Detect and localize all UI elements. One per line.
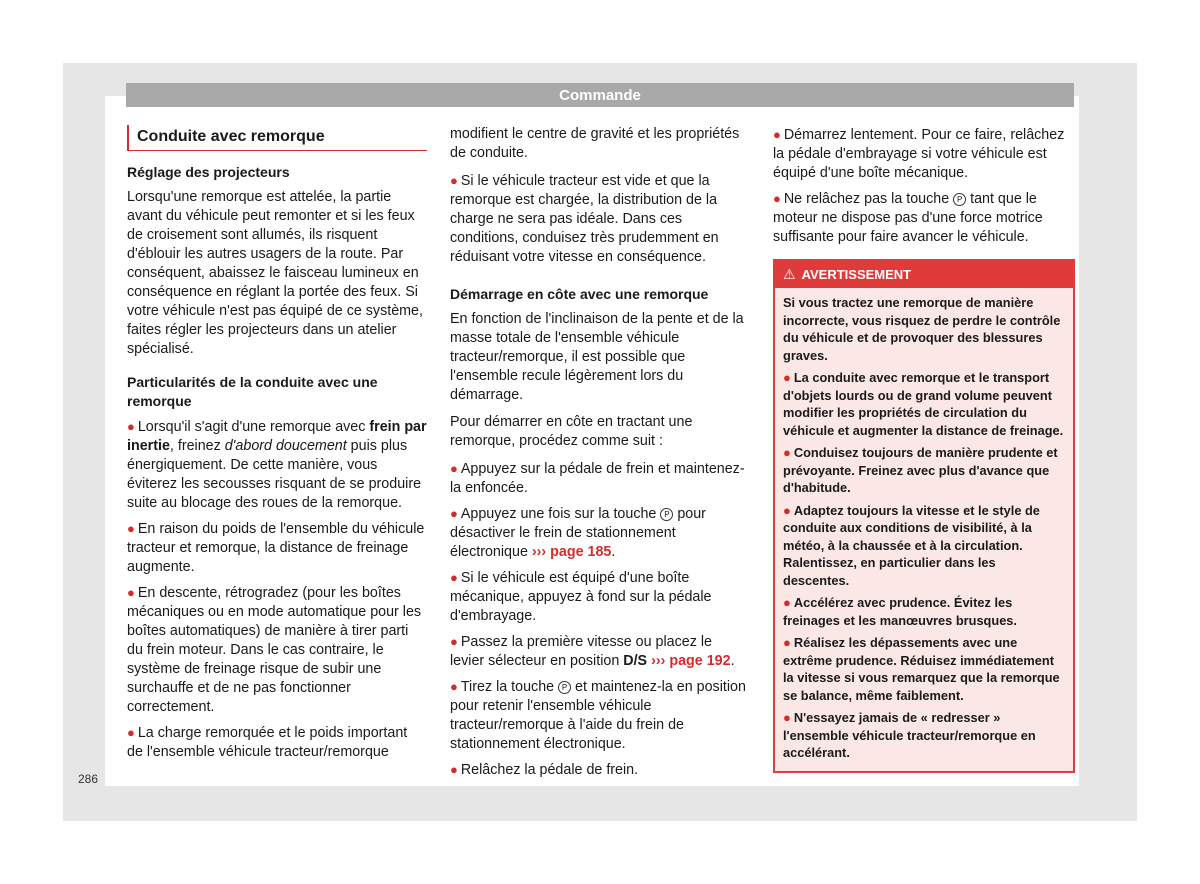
paragraph-hill-start: En fonction de l'inclinaison de la pente et de la masse totale de l'ensemble véhicule tracteur/remorque, il est possible que l'ensemble recule légèrement lors du démarrage. — [450, 311, 744, 403]
bullet-icon: ● — [127, 585, 135, 600]
bullet-icon: ● — [450, 506, 458, 521]
parking-brake-icon: P — [558, 681, 571, 694]
list-item: ● Lorsqu'il s'agit d'une remorque avec frein par inertie, freinez d'abord doucement puis plus énergiquement. De cette manière, vous éviterez les secousses risquant de se produire suite au blocage des roues de la remorque. — [127, 419, 427, 511]
list-item: ● Si le véhicule tracteur est vide et que la remorque est chargée, la distribution de la charge ne sera pas idéale. Dans ces conditions, conduisez très prudemment en réduisant votre vitesse en conséquence. — [450, 173, 719, 265]
page-number: 286 — [78, 772, 99, 786]
page-reference-link[interactable]: page 192 — [669, 653, 731, 669]
list-item: ● Ne relâchez pas la touche P tant que le moteur ne dispose pas d'une force motrice suffisante pour faire avancer le véhicule. — [773, 191, 1043, 245]
warning-box — [773, 259, 1075, 773]
list-item: ● En raison du poids de l'ensemble du véhicule tracteur et remorque, la distance de freinage augmente. — [127, 521, 425, 575]
paragraph-continued: modifient le centre de gravité et les propriétés de conduite. — [450, 126, 740, 161]
paragraph-procedure: Pour démarrer en côte en tractant une remorque, procédez comme suit : — [450, 414, 693, 449]
bullet-icon: ● — [783, 595, 791, 610]
bullet-icon: ● — [783, 445, 791, 460]
bullet-icon: ● — [783, 710, 791, 725]
subheading-hill-start: Démarrage en côte avec une remorque — [450, 286, 709, 302]
list-item: ● Tirez la touche P et maintenez-la en position pour retenir l'ensemble véhicule tracteur/remorque à l'aide du frein de stationnement électronique. — [450, 679, 746, 752]
chapter-header: Commande — [126, 83, 1074, 107]
list-item: ● Démarrez lentement. Pour ce faire, relâchez la pédale d'embrayage si votre véhicule est équipé d'une boîte mécanique. — [773, 127, 1065, 181]
parking-brake-icon: P — [953, 193, 966, 206]
bullet-icon: ● — [127, 725, 135, 740]
page-reference-link[interactable]: page 185 — [550, 544, 612, 560]
parking-brake-icon: P — [660, 508, 673, 521]
list-item: ● Si le véhicule est équipé d'une boîte mécanique, appuyez à fond sur la pédale d'embrayage. — [450, 570, 712, 624]
bullet-icon: ● — [450, 570, 458, 585]
bullet-icon: ● — [773, 127, 781, 142]
link-arrow-icon: ››› — [651, 653, 666, 669]
bullet-icon: ● — [450, 762, 458, 777]
bullet-icon: ● — [450, 679, 458, 694]
bullet-icon: ● — [127, 419, 135, 434]
warning-body — [775, 288, 1073, 771]
section-title: Conduite avec remorque — [127, 125, 427, 151]
list-item: ● Appuyez une fois sur la touche P pour désactiver le frein de stationnement électronique ››› page 185. — [450, 506, 706, 560]
warning-intro: Si vous tractez une remorque de manière incorrecte, vous risquez de perdre le contrôle du véhicule et de provoquer des blessures graves. — [783, 295, 1061, 363]
warning-item: ● Réalisez les dépassements avec une extrême prudence. Réduisez immédiatement la vitesse si vous remarquez que la remorque se balance, même faiblement. — [783, 635, 1060, 703]
subheading-trailer-driving: Particularités de la conduite avec une remorque — [127, 374, 378, 409]
bullet-icon: ● — [127, 521, 135, 536]
list-item: ● Passez la première vitesse ou placez le levier sélecteur en position D/S ››› page 192. — [450, 634, 735, 669]
bullet-icon: ● — [783, 502, 791, 518]
column-1 — [127, 125, 427, 768]
bullet-icon: ● — [450, 634, 458, 649]
subheading-headlights: Réglage des projecteurs — [127, 164, 290, 180]
warning-item: ● La conduite avec remorque et le transport d'objets lourds ou de grand volume peuvent modifier les propriétés de circulation du véhicule et augmenter la distance de freinage. — [783, 370, 1064, 438]
bullet-icon: ● — [773, 191, 781, 206]
column-3 — [773, 125, 1075, 773]
list-item: ● Relâchez la pédale de frein. — [450, 762, 639, 778]
bullet-icon: ● — [783, 635, 791, 650]
warning-header: ⚠ AVERTISSEMENT — [775, 261, 1073, 288]
warning-item: ● Conduisez toujours de manière prudente et prévoyante. Freinez avec plus d'avance que d'habitude. — [783, 445, 1058, 495]
paragraph-headlights: Lorsqu'une remorque est attelée, la partie avant du véhicule peut remonter et si les feux de croisement sont allumés, ils risquent d'éblouir les autres usagers de la route. Par conséquent, abaissez le faisceau lumineux en conséquence en réglant la portée des feux. Si votre véhicule n'est pas équipé de ce système, faites régler les projecteurs dans un atelier spécialisé. — [127, 189, 423, 357]
bullet-icon: ● — [450, 461, 458, 476]
list-item: ● En descente, rétrogradez (pour les boîtes mécaniques ou en mode automatique pour les boîtes automatiques) de manière à tirer parti du frein moteur. Dans le cas contraire, le système de freinage risque de subir une surchauffe et de ne pas fonctionner correctement. — [127, 585, 422, 715]
warning-triangle-icon: ⚠ — [783, 266, 796, 282]
link-arrow-icon: ››› — [531, 544, 547, 560]
bullet-icon: ● — [783, 370, 791, 385]
list-item: ● La charge remorquée et le poids important de l'ensemble véhicule tracteur/remorque — [127, 725, 408, 760]
list-item: ● Appuyez sur la pédale de frein et maintenez-la enfoncée. — [450, 461, 745, 496]
warning-item: ● Accélérez avec prudence. Évitez les freinages et les manœuvres brusques. — [783, 595, 1017, 628]
warning-item: ● Adaptez toujours la vitesse et le style de conduite aux conditions de visibilité, à la météo, à la chaussée et à la circulation. Ralentissez, en particulier dans les descentes. — [783, 502, 1040, 588]
warning-item: ● N'essayez jamais de « redresser » l'ensemble véhicule tracteur/remorque en accélérant. — [783, 710, 1036, 760]
column-2 — [450, 125, 750, 786]
bullet-icon: ● — [450, 173, 458, 188]
